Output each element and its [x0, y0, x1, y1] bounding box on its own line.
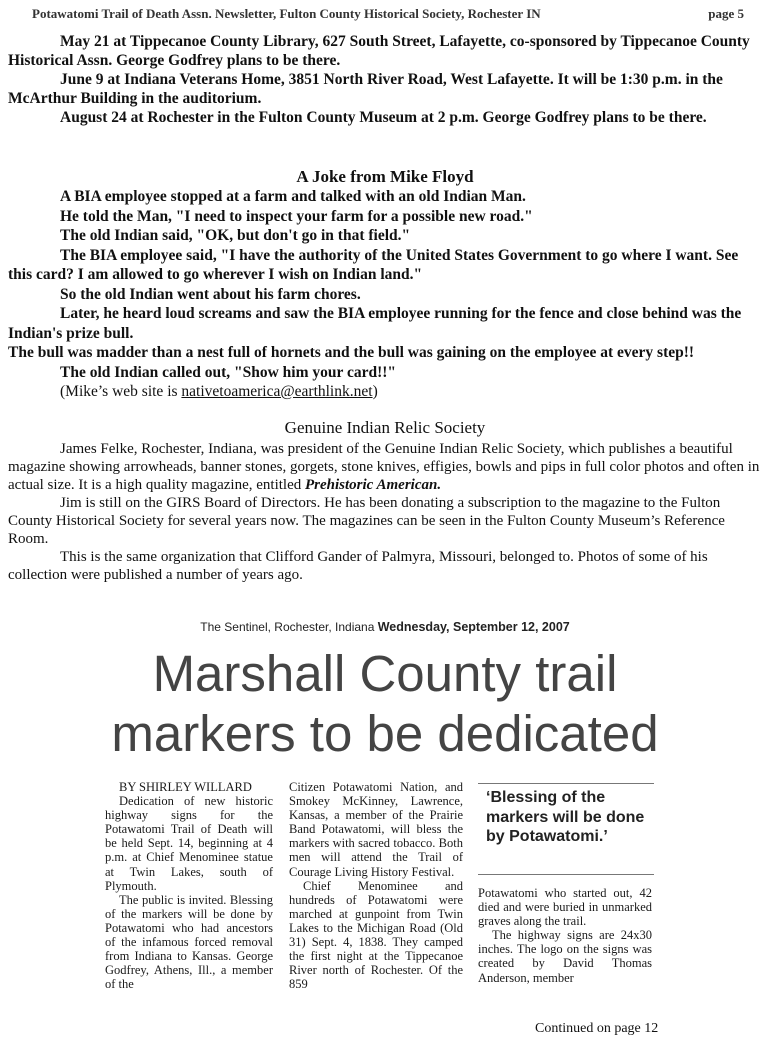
joke-line: Later, he heard loud screams and saw the BIA employee running for the fence and close behind was the Indian's prize bull.	[8, 305, 742, 342]
clipping-dateline	[0, 620, 770, 634]
events-section	[8, 32, 764, 127]
header-title: Potawatomi Trail of Death Assn. Newsletter, Fulton County Historical Society, Rochester IN	[32, 6, 541, 21]
clipping-headline	[0, 644, 770, 764]
headline-line-2: markers to be dedicated	[111, 705, 659, 762]
website-link[interactable]: nativetoamerica@earthlink.net	[181, 383, 373, 400]
relic-paragraph: Jim is still on the GIRS Board of Directors. He has been donating a subscription to the magazine to the Fulton County Historical Society for several years now. The magazines can be seen in the Fulton County Museum’s Reference Room.	[8, 495, 725, 547]
article-paragraph: Citizen Potawatomi Nation, and Smokey McKinney, Lawrence, Kansas, a member of the Prairie Band Potawatomi, will bless the markers with sacred tobacco. Both men will attend the Trail of Courage Living History Festival.	[289, 780, 463, 879]
event-item: May 21 at Tippecanoe County Library, 627 South Street, Lafayette, co-sponsored by Tippecanoe County Historical Assn. George Godfrey plans to be there.	[8, 33, 750, 69]
event-item: June 9 at Indiana Veterans Home, 3851 North River Road, West Lafayette. It will be 1:30 p.m. in the McArthur Building in the auditorium.	[8, 71, 723, 107]
relic-section	[8, 440, 764, 584]
clipping-date: Wednesday, September 12, 2007	[377, 620, 570, 634]
article-paragraph: Chief Menominee and hundreds of Potawatomi were marched at gunpoint from Twin Lakes to the Michigan Road (Old 31) Sept. 4, 1838. They camped the first night at the Tippecanoe River north of Rochester. Of the 859	[289, 878, 463, 992]
joke-line: The old Indian said, "OK, but don't go in that field."	[60, 227, 411, 244]
byline: BY SHIRLEY WILLARD	[119, 780, 252, 794]
website-suffix: )	[372, 383, 378, 400]
website-note	[8, 382, 764, 402]
article-column-3	[478, 886, 652, 985]
joke-line: So the old Indian went about his farm chores.	[60, 285, 361, 303]
newspaper-source: The Sentinel, Rochester, Indiana	[200, 620, 375, 634]
relic-paragraph: This is the same organization that Clifford Gander of Palmyra, Missouri, belonged to. Photos of some of his collection were published a number of years ago.	[8, 549, 708, 583]
website-prefix: (Mike’s web site is	[60, 383, 182, 400]
article-column-1	[105, 780, 273, 991]
article-paragraph: The highway signs are 24x30 inches. The logo on the signs was created by David Thomas Anderson, member	[478, 928, 652, 985]
joke-line: The old Indian called out, "Show him your card!!"	[60, 363, 397, 381]
magazine-title: Prehistoric American.	[304, 477, 442, 493]
joke-line: The bull was madder than a nest full of hornets and the bull was gaining on the employee at every step!!	[8, 344, 695, 361]
pull-quote-rule-top	[478, 783, 654, 784]
joke-title: A Joke from Mike Floyd	[296, 167, 474, 186]
event-item: August 24 at Rochester in the Fulton County Museum at 2 p.m. George Godfrey plans to be there.	[60, 109, 707, 126]
headline-line-1: Marshall County trail	[152, 645, 618, 702]
joke-line: He told the Man, "I need to inspect your farm for a possible new road."	[60, 207, 533, 225]
relic-p1-text: James Felke, Rochester, Indiana, was president of the Genuine Indian Relic Society, which publishes a beautiful magazine showing arrowheads, banner stones, gorgets, stone knives, effigies, bowls and pips in full color photos and often in actual size. It is a high quality magazine, entitled	[8, 441, 760, 493]
article-column-2	[289, 780, 463, 991]
joke-line: A BIA employee stopped at a farm and talked with an old Indian Man.	[60, 188, 526, 205]
joke-line: The BIA employee said, "I have the authority of the United States Government to go where I want. See this card? I am allowed to go wherever I wish on Indian land."	[8, 246, 739, 283]
newsletter-header	[32, 6, 744, 22]
article-paragraph: The public is invited. Blessing of the markers will be done by Potawatomi who had ancestors of the infamous forced removal from Indiana to Kansas. George Godfrey, Athens, Ill., a member of the	[105, 892, 273, 992]
relic-title: Genuine Indian Relic Society	[284, 418, 486, 437]
article-paragraph: Potawatomi who started out, 42 died and were buried in unmarked graves along the trail.	[478, 886, 652, 929]
joke-section	[8, 187, 764, 402]
article-paragraph: Dedication of new historic highway signs for the Potawatomi Trail of Death will be held Sept. 14, beginning at 4 p.m. at Chief Menominee statue at Twin Lakes, south of Plymouth.	[105, 794, 273, 893]
pull-quote-rule-bottom	[478, 874, 654, 875]
relic-paragraph	[8, 440, 764, 494]
continued-note: Continued on page 12	[535, 1021, 659, 1036]
page-number: page 5	[708, 6, 744, 21]
pull-quote: ‘Blessing of the markers will be done by Potawatomi.’	[486, 789, 645, 845]
